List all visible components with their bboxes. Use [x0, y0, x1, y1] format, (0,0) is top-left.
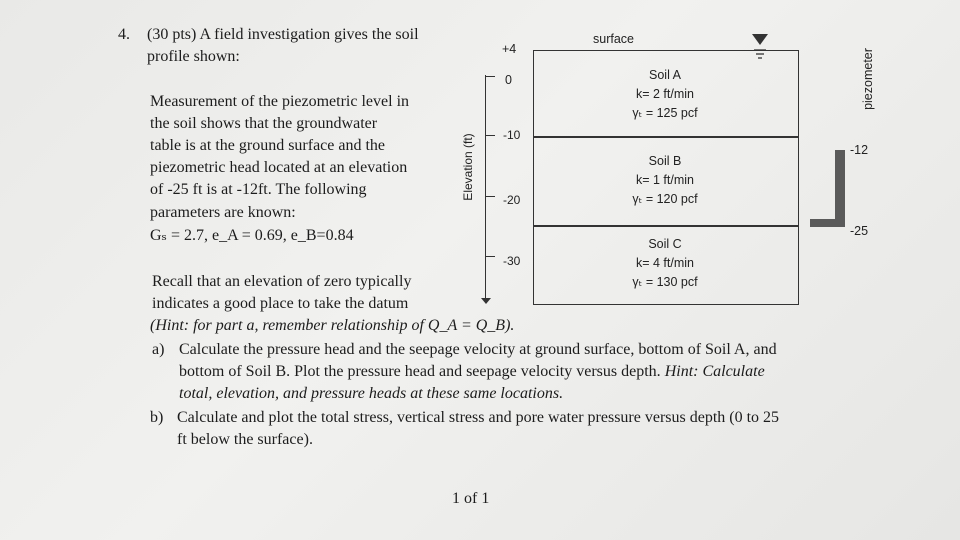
soil-c-label: Soil C k= 4 ft/min γₜ = 130 pcf — [632, 237, 698, 289]
tick-label: -10 — [503, 128, 521, 142]
piezometer-label: piezometer — [861, 48, 875, 110]
paragraph-line: parameters are known: — [150, 204, 296, 221]
elevation-axis-label: Elevation (ft) — [461, 133, 475, 201]
elevation-axis — [485, 75, 486, 301]
question-header: (30 pts) A field investigation gives the soil — [147, 26, 419, 43]
paragraph-line: Measurement of the piezometric level in — [150, 93, 410, 110]
paragraph-line: table is at the ground surface and the — [150, 137, 386, 154]
tick-mark — [485, 256, 495, 257]
question-header-cont: profile shown: — [147, 48, 240, 65]
part-b-text: ft below the surface). — [177, 431, 313, 448]
tick-label: -20 — [503, 193, 521, 207]
tick-label: -30 — [503, 254, 521, 268]
soil-a-label: Soil A k= 2 ft/min γₜ = 125 pcf — [632, 68, 698, 120]
part-b-text: Calculate and plot the total stress, vertical stress and pore water pressure versus depth (0 to 25 — [177, 409, 780, 426]
part-a-hint: total, elevation, and pressure heads at these same locations. — [179, 385, 564, 402]
piezometer-base — [810, 219, 845, 227]
soil-b-label: Soil B k= 1 ft/min γₜ = 120 pcf — [632, 154, 698, 206]
piezometer-tube — [835, 150, 845, 225]
part-b-label: b) — [150, 409, 164, 426]
tick-label: 0 — [505, 73, 512, 87]
piezometer-level: -25 — [850, 224, 869, 238]
paragraph-line: the soil shows that the groundwater — [150, 115, 378, 132]
part-a-text: Calculate the pressure head and the seepage velocity at ground surface, bottom of Soil A, and — [179, 341, 777, 358]
tick-label: +4 — [502, 42, 517, 56]
recall-line: indicates a good place to take the datum — [152, 295, 409, 312]
known-parameters: Gₛ = 2.7, e_A = 0.69, e_B=0.84 — [150, 227, 354, 244]
page-number: 1 of 1 — [452, 490, 490, 507]
question-number: 4. — [118, 26, 130, 43]
piezometer-level: -12 — [850, 143, 869, 157]
paragraph-line: piezometric head located at an elevation — [150, 159, 408, 176]
axis-arrow-icon — [481, 298, 491, 304]
part-a-text: bottom of Soil B. Plot the pressure head and seepage velocity versus depth. Hint: Calculate — [179, 363, 765, 380]
hint-line: (Hint: for part a, remember relationship of Q_A = Q_B). — [150, 317, 515, 334]
tick-mark — [485, 76, 495, 77]
surface-label: surface — [593, 32, 634, 46]
tick-mark — [485, 196, 495, 197]
paragraph-line: of -25 ft is at -12ft. The following — [150, 181, 367, 198]
tick-mark — [485, 135, 495, 136]
part-a-label: a) — [152, 341, 165, 358]
recall-line: Recall that an elevation of zero typically — [152, 273, 412, 290]
